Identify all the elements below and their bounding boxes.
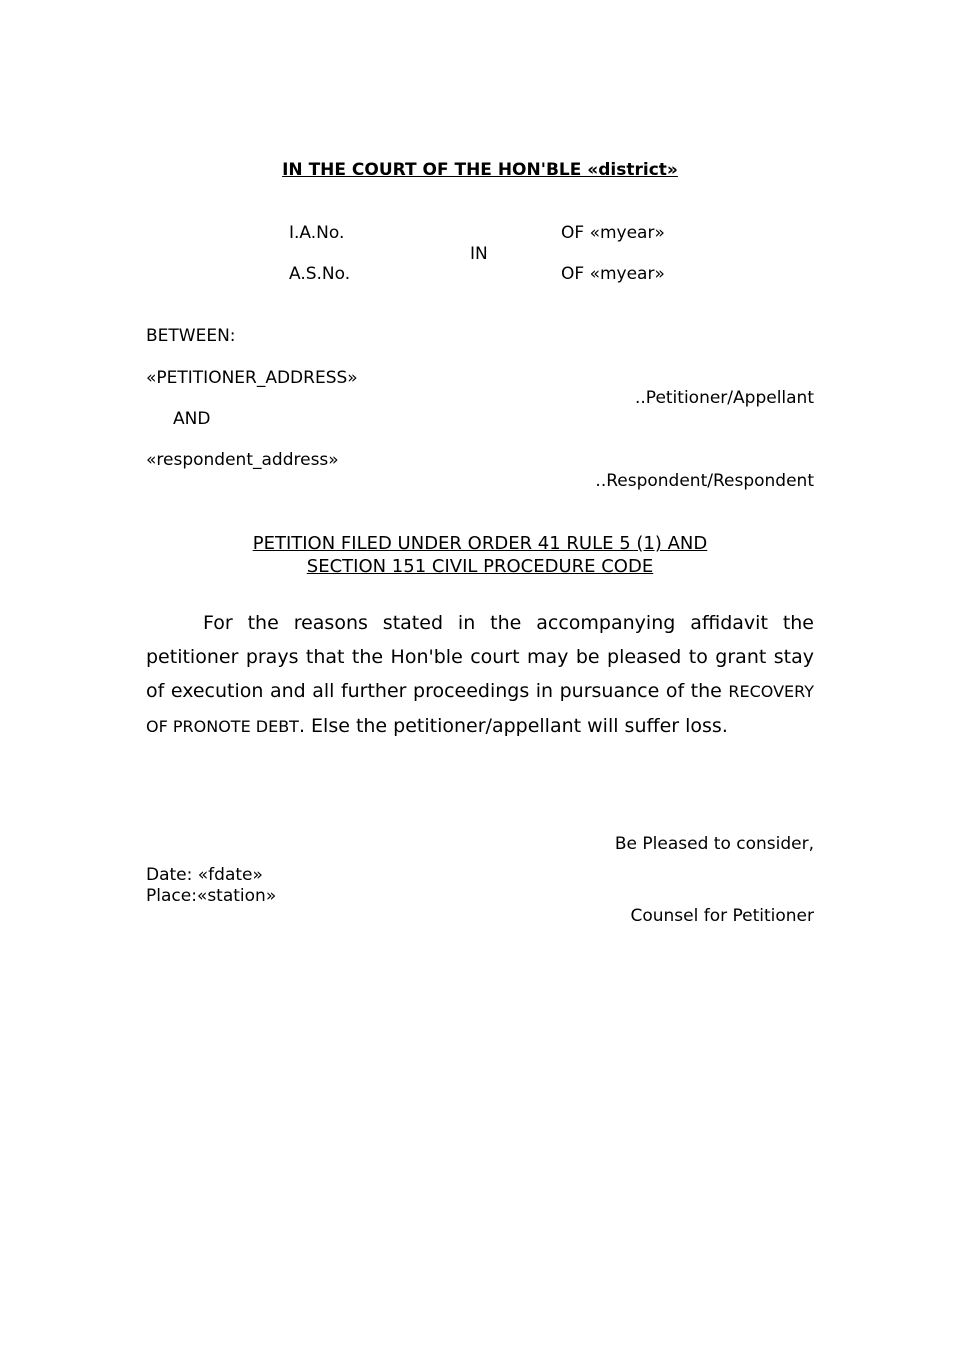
counsel-signature: Counsel for Petitioner xyxy=(630,906,814,926)
between-label: BETWEEN: xyxy=(146,326,236,346)
petition-heading-line-2: SECTION 151 CIVIL PROCEDURE CODE xyxy=(306,556,654,577)
respondent-address: «respondent_address» xyxy=(146,450,339,470)
petition-body xyxy=(146,606,814,744)
ia-number-label: I.A.No. xyxy=(289,223,345,243)
petitioner-address: «PETITIONER_ADDRESS» xyxy=(146,368,358,388)
place-field: Place:«station» xyxy=(146,886,277,906)
ia-year: OF «myear» xyxy=(561,223,665,243)
be-pleased-to-consider: Be Pleased to consider, xyxy=(614,834,814,854)
court-title: IN THE COURT OF THE HON'BLE «district» xyxy=(282,160,678,180)
and-label: AND xyxy=(173,409,211,429)
petitioner-role: ..Petitioner/Appellant xyxy=(634,388,814,408)
date-field: Date: «fdate» xyxy=(146,865,263,885)
debt-caps-text: RECOVERY OF PRONOTE DEBT xyxy=(146,682,814,736)
body-text-before: For the reasons stated in the accompanying affidavit the petitioner prays that the Hon'ble court may be pleased to grant stay of execution and all further proceedings in pursuance of the xyxy=(146,612,814,702)
as-year: OF «myear» xyxy=(561,264,665,284)
in-label: IN xyxy=(470,244,488,264)
petition-heading-line-1: PETITION FILED UNDER ORDER 41 RULE 5 (1) AND xyxy=(252,533,708,554)
body-text-after: . Else the petitioner/appellant will suffer loss. xyxy=(298,715,728,737)
respondent-role: ..Respondent/Respondent xyxy=(595,471,814,491)
as-number-label: A.S.No. xyxy=(289,264,351,284)
